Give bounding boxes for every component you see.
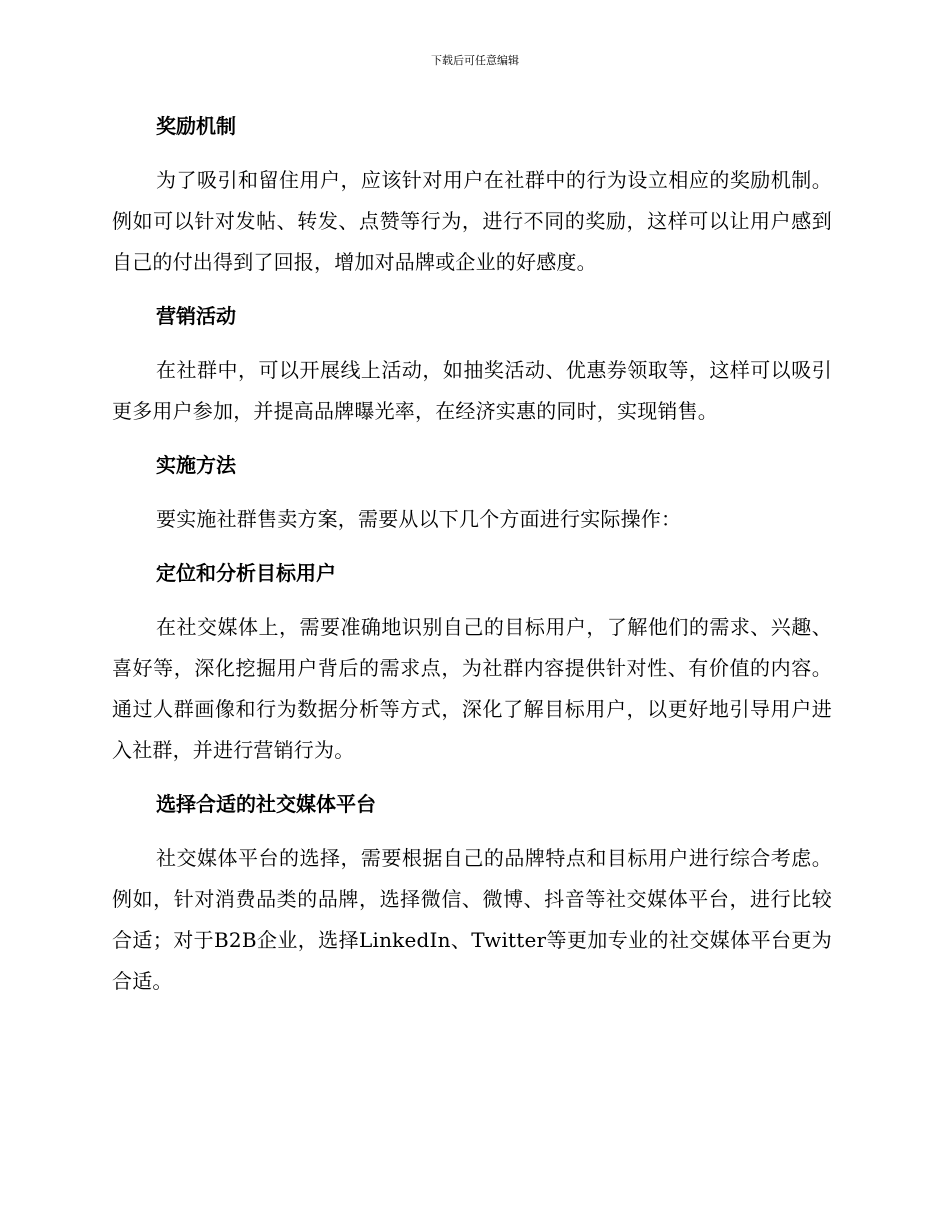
section-implementation-methods bbox=[112, 447, 832, 540]
section-target-users bbox=[112, 555, 832, 771]
section-marketing-activities bbox=[112, 298, 832, 432]
document-body bbox=[112, 108, 832, 1017]
section-heading: 实施方法 bbox=[156, 453, 236, 477]
section-social-platform bbox=[112, 786, 832, 1002]
section-heading: 定位和分析目标用户 bbox=[156, 561, 336, 585]
section-paragraph: 要实施社群售卖方案，需要从以下几个方面进行实际操作： bbox=[156, 507, 682, 531]
section-heading: 选择合适的社交媒体平台 bbox=[156, 792, 376, 816]
section-paragraph: 为了吸引和留住用户，应该针对用户在社群中的行为设立相应的奖励机制。例如可以针对发帖、转发、点赞等行为，进行不同的奖励，这样可以让用户感到自己的付出得到了回报，增加对品牌或企业的好感度。 bbox=[112, 168, 832, 274]
section-paragraph: 在社交媒体上，需要准确地识别自己的目标用户，了解他们的需求、兴趣、喜好等，深化挖掘用户背后的需求点，为社群内容提供针对性、有价值的内容。通过人群画像和行为数据分析等方式，深化了解目标用户，以更好地引导用户进入社群，并进行营销行为。 bbox=[112, 615, 832, 762]
section-heading: 营销活动 bbox=[156, 304, 236, 328]
section-reward-mechanism bbox=[112, 108, 832, 283]
page-header: 下载后可任意编辑 bbox=[431, 54, 519, 67]
section-paragraph: 社交媒体平台的选择，需要根据自己的品牌特点和目标用户进行综合考虑。例如，针对消费品类的品牌，选择微信、微博、抖音等社交媒体平台，进行比较合适；对于B2B企业，选择LinkedIn、Twitter等更加专业的社交媒体平台更为合适。 bbox=[112, 846, 832, 993]
section-heading: 奖励机制 bbox=[156, 114, 236, 138]
section-paragraph: 在社群中，可以开展线上活动，如抽奖活动、优惠券领取等，这样可以吸引更多用户参加，并提高品牌曝光率，在经济实惠的同时，实现销售。 bbox=[112, 358, 832, 423]
